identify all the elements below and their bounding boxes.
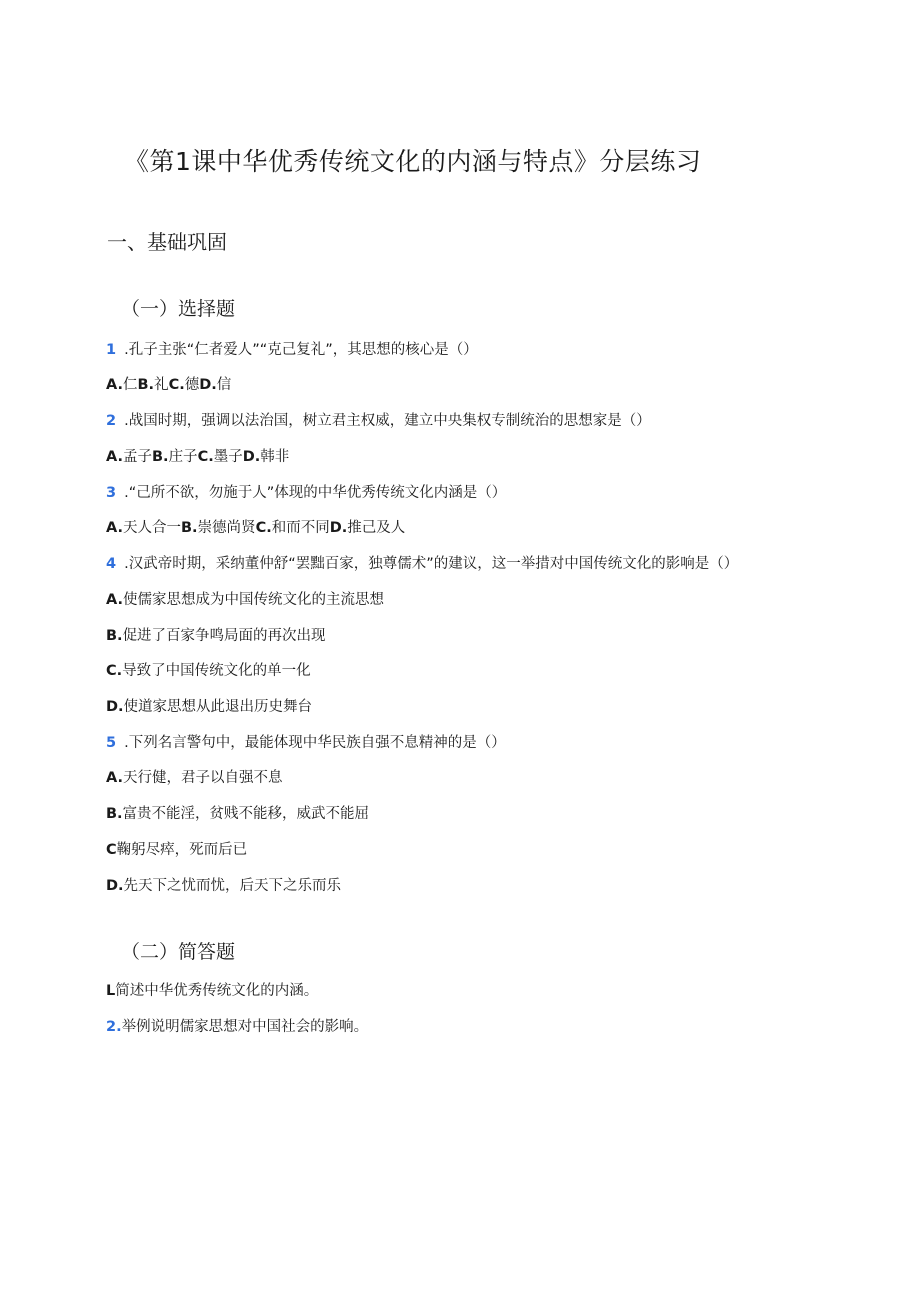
option-text: 天人合一 (123, 520, 181, 536)
question-1-options (106, 375, 231, 395)
question-text: .汉武帝时期，采纳董仲舒“罢黜百家，独尊儒术”的建议，这一举措对中国传统文化的影响是（） (124, 556, 739, 572)
option-letter: C. (168, 377, 185, 393)
question-1 (106, 340, 478, 360)
short-answer-text: 简述中华优秀传统文化的内涵。 (115, 983, 319, 999)
question-4 (106, 554, 738, 574)
option-text: 墨子 (213, 449, 243, 465)
option-text: 礼 (154, 377, 169, 393)
question-2-options (106, 447, 289, 467)
option-text: 先天下之忧而忧，后天下之乐而乐 (123, 878, 342, 894)
option-letter: D. (106, 699, 124, 715)
option-text: 富贵不能淫，贫贱不能移，威武不能屈 (122, 806, 370, 822)
option-letter: A. (106, 592, 123, 608)
question-number: 5 (106, 735, 117, 751)
question-text: .下列名言警句中，最能体现中华民族自强不息精神的是（） (124, 735, 506, 751)
option-text: 天行健，君子以自强不息 (123, 770, 283, 786)
short-answer-1 (106, 981, 318, 1001)
question-5 (106, 733, 506, 753)
question-4-option-c (106, 661, 311, 681)
option-letter: A. (106, 377, 123, 393)
question-5-option-b (106, 804, 369, 824)
page-title: 《第1课中华优秀传统文化的内涵与特点》分层练习 (124, 147, 702, 176)
option-text: 导致了中国传统文化的单一化 (122, 663, 311, 679)
question-5-option-d (106, 876, 341, 896)
option-letter: B. (106, 806, 123, 822)
option-letter: D. (242, 449, 261, 465)
question-5-option-c (106, 840, 247, 860)
question-text: .孔子主张“仁者爱人”“克己复礼”，其思想的核心是（） (124, 342, 478, 358)
question-3 (106, 483, 506, 503)
option-letter: B. (152, 449, 169, 465)
section-heading: 一、基础巩固 (107, 230, 227, 254)
question-number: 3 (106, 485, 117, 501)
question-text: .战国时期，强调以法治国，树立君主权威，建立中央集权专制统治的思想家是（） (124, 413, 651, 429)
short-answer-number: L (106, 983, 116, 999)
option-text: 庄子 (168, 449, 198, 465)
option-letter: B. (181, 520, 198, 536)
part-heading-short-answer: （二）简答题 (121, 941, 236, 963)
option-text: 孟子 (123, 449, 152, 465)
option-letter: C. (255, 520, 272, 536)
option-letter: C. (197, 449, 214, 465)
question-2 (106, 411, 651, 431)
option-letter: D. (106, 878, 124, 894)
part-heading-choice: （一）选择题 (121, 298, 236, 320)
option-letter: C. (106, 663, 123, 679)
option-text: 信 (216, 377, 232, 393)
short-answer-text: 举例说明儒家思想对中国社会的影响。 (121, 1019, 369, 1035)
question-number: 1 (106, 342, 117, 358)
question-5-option-a (106, 768, 283, 788)
option-text: 使儒家思想成为中国传统文化的主流思想 (123, 592, 384, 608)
option-text: 仁 (123, 377, 138, 393)
option-text: 促进了百家争鸣局面的再次出现 (122, 628, 326, 644)
question-number: 4 (106, 556, 117, 572)
option-text: 德 (184, 377, 200, 393)
option-text: 鞠躬尽瘁，死而后已 (116, 842, 248, 858)
option-letter: D. (329, 520, 348, 536)
option-text: 韩非 (260, 449, 290, 465)
question-3-options (106, 518, 405, 538)
question-text: .“己所不欲，勿施于人”体现的中华优秀传统文化内涵是（） (124, 485, 507, 501)
option-letter: A. (106, 520, 123, 536)
question-4-option-b (106, 626, 326, 646)
short-answer-2 (106, 1017, 368, 1037)
option-letter: D. (199, 377, 217, 393)
question-4-option-d (106, 697, 312, 717)
option-text: 崇德尚贤 (197, 520, 256, 536)
option-letter: A. (106, 770, 123, 786)
question-4-option-a (106, 590, 384, 610)
option-letter: C (106, 842, 117, 858)
question-number: 2 (106, 413, 117, 429)
option-text: 推己及人 (347, 520, 406, 536)
option-letter: B. (106, 628, 123, 644)
option-text: 和而不同 (271, 520, 330, 536)
option-letter: A. (106, 449, 123, 465)
option-text: 使道家思想从此退出历史舞台 (123, 699, 313, 715)
short-answer-number: 2. (106, 1019, 122, 1035)
option-letter: B. (137, 377, 155, 393)
